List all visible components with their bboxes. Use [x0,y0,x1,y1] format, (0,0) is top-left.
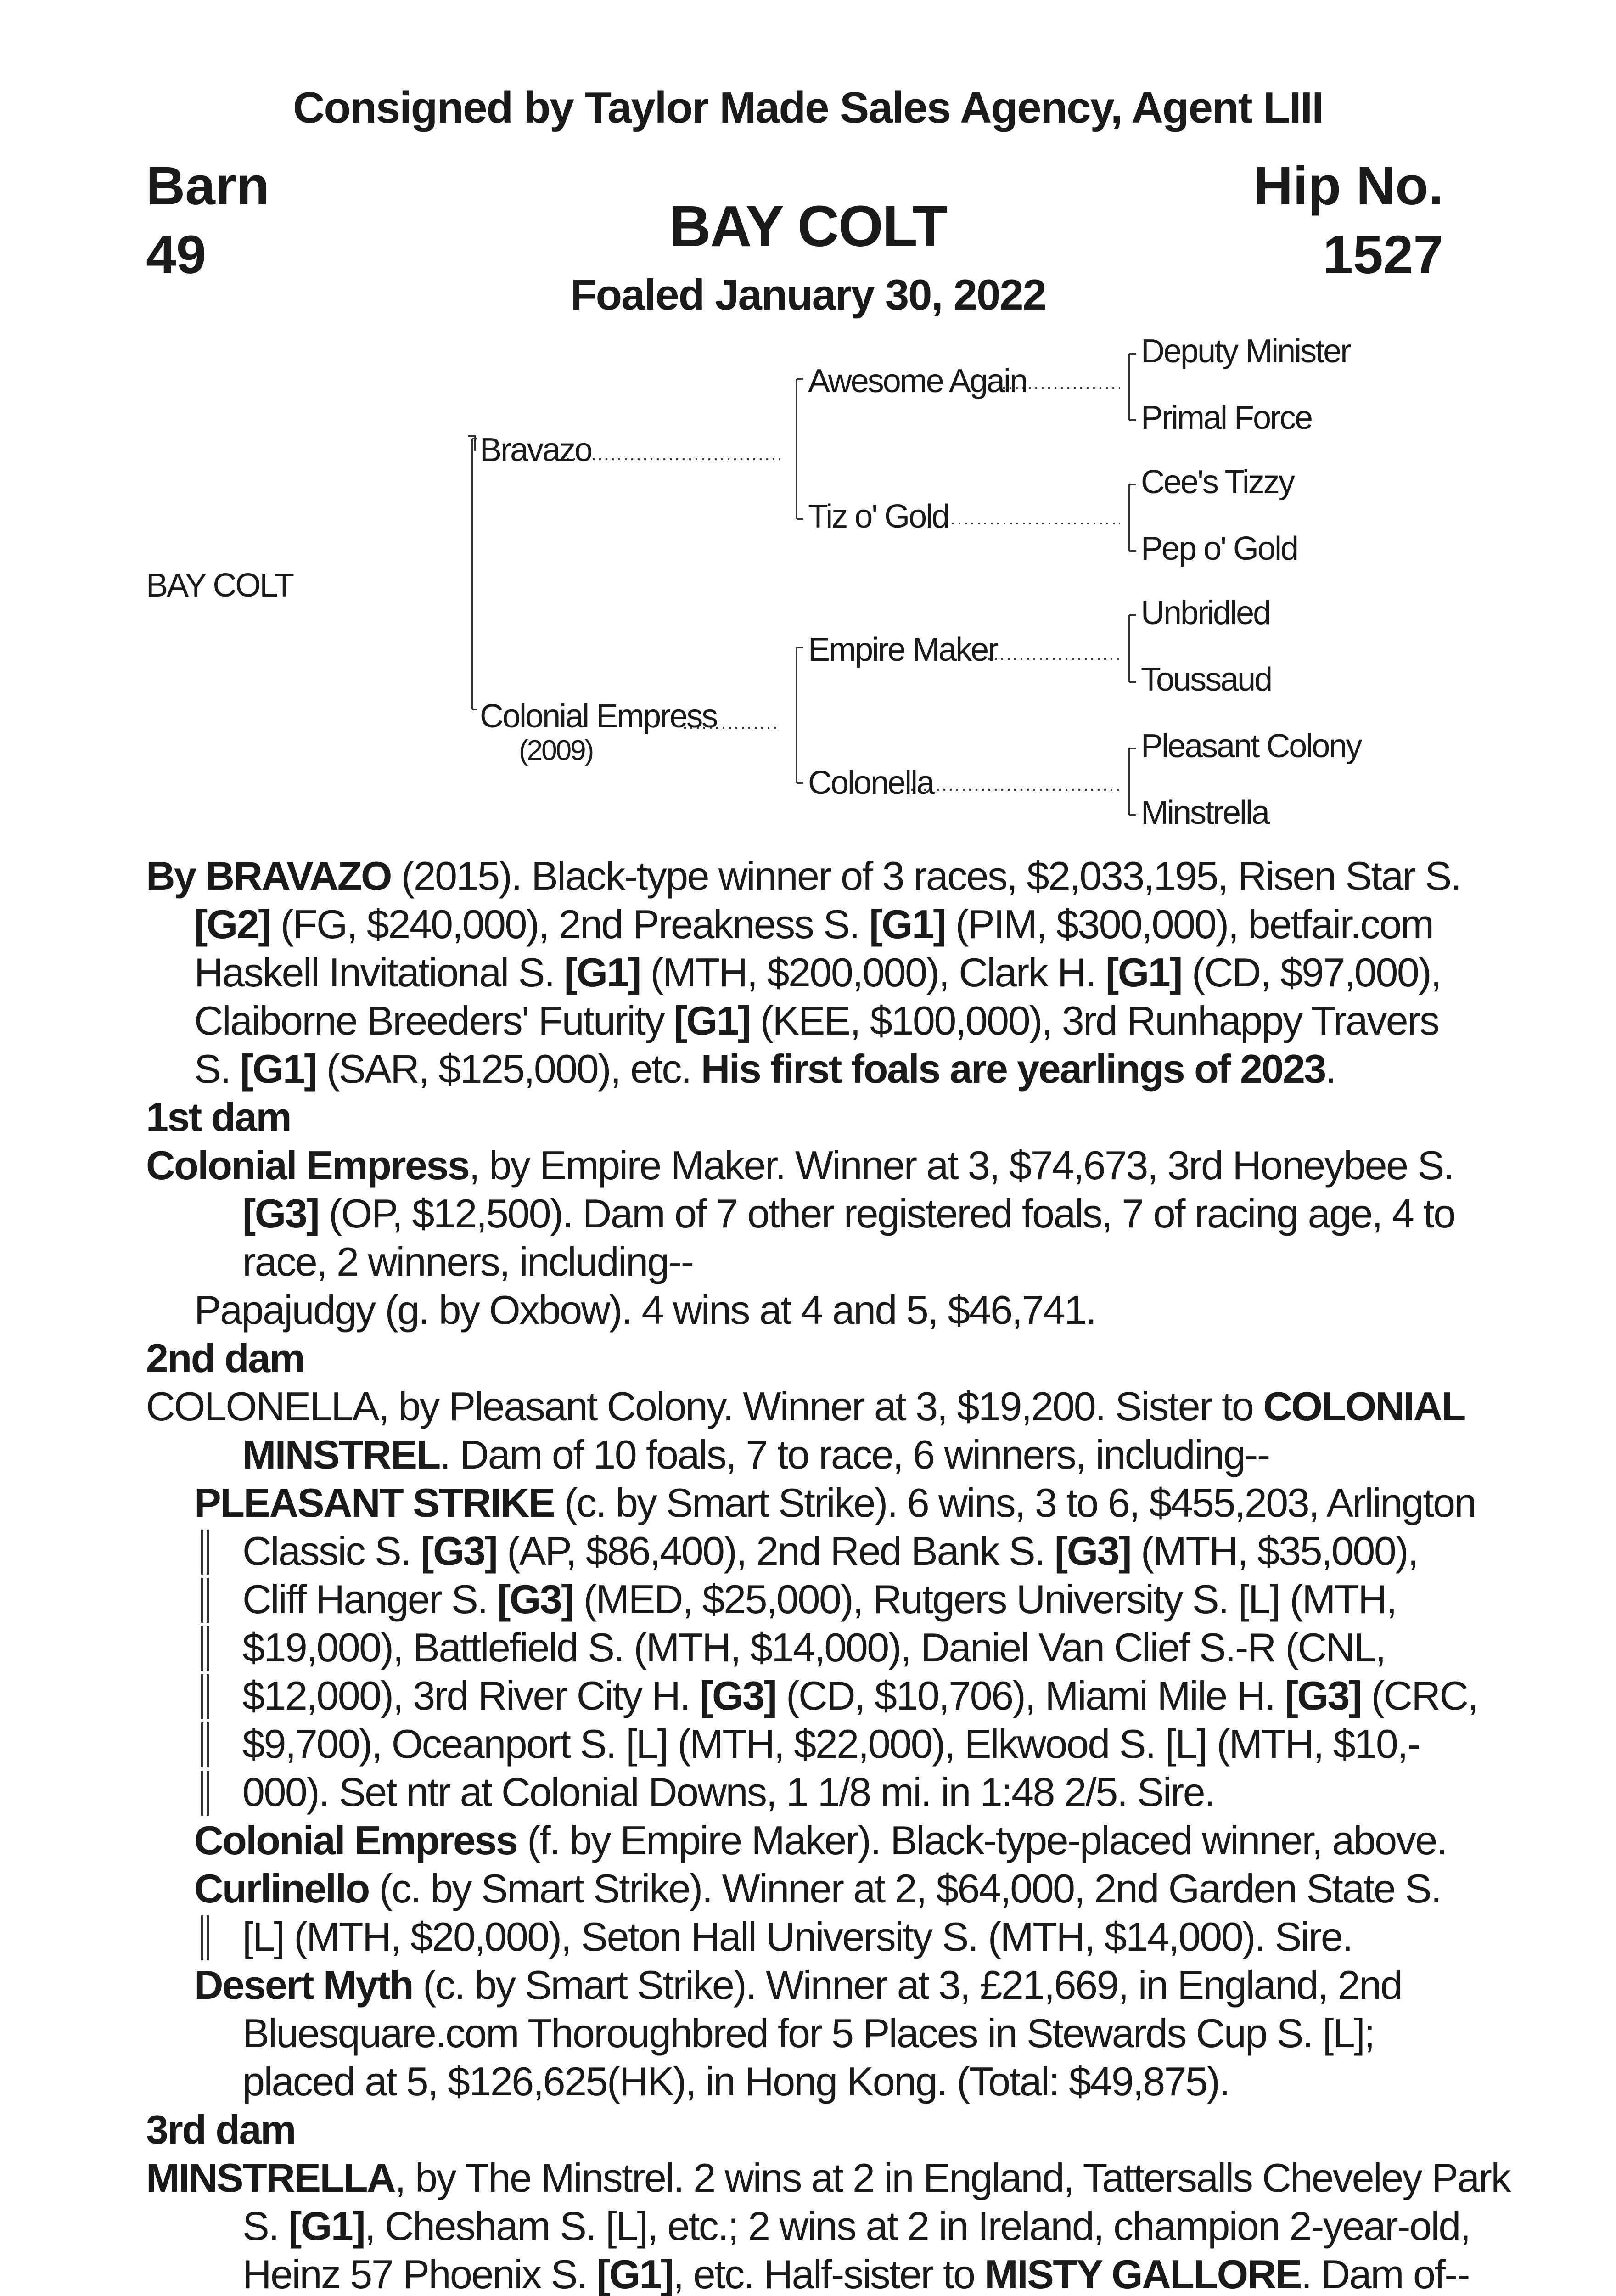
body-line: Papajudgy (g. by Oxbow). 4 wins at 4 and 5, $46,741. [194,1287,1096,1333]
body-line: MINSTRELLA, by The Minstrel. 2 wins at 2 in England, Tattersalls Cheveley Park [146,2155,1510,2200]
pedigree-g3: Cee's Tizzy [1141,464,1294,501]
body-line: race, 2 winners, including-- [242,1239,693,1284]
body-line: S. [G1] (SAR, $125,000), etc. His first foals are yearlings of 2023. [194,1046,1335,1092]
pedigree-g8: Minstrella [1141,794,1269,831]
pedigree-dam: Colonial Empress [480,698,717,735]
pedigree-g4: Pep o' Gold [1141,530,1297,567]
pedigree-g7: Pleasant Colony [1141,728,1361,765]
barn-label: Barn [146,156,269,216]
body-line: Colonial Empress (f. by Empire Maker). Black-type-placed winner, above. [194,1818,1447,1863]
pedigree-sire-sire: Awesome Again [808,363,1027,400]
body-line: Claiborne Breeders' Futurity [G1] (KEE, $100,000), 3rd Runhappy Travers [194,998,1439,1043]
body-line: $19,000), Battlefield S. (MTH, $14,000), Daniel Van Clief S.-R (CNL, [146,1623,1445,1671]
hip-number: 1527 [1323,225,1443,285]
body-line: 000). Set ntr at Colonial Downs, 1 1/8 mi. in 1:48 2/5. Sire. [146,1768,1445,1816]
body-line: Desert Myth (c. by Smart Strike). Winner at 3, £21,669, in England, 2nd [194,1962,1402,2008]
body-line: $9,700), Oceanport S. [L] (MTH, $22,000), Elkwood S. [L] (MTH, $10,- [146,1720,1445,1768]
pedigree-g1: Deputy Minister [1141,333,1350,370]
section-heading: 1st dam [146,1094,291,1140]
body-line: Heinz 57 Phoenix S. [G1], etc. Half-sister to MISTY GALLORE. Dam of-- [242,2251,1469,2296]
body-line: Cliff Hanger S. [G3] (MED, $25,000), Rutgers University S. [L] (MTH, [146,1575,1445,1623]
barn-number: 49 [146,225,207,285]
pedigree-dam-sire: Empire Maker [808,631,998,668]
page-title: BAY COLT [669,194,947,259]
body-line: $12,000), 3rd River City H. [G3] (CD, $10,706), Miami Mile H. [G3] (CRC, [146,1671,1445,1720]
catalog-body [146,852,1510,2296]
body-line: [G3] (OP, $12,500). Dam of 7 other registered foals, 7 of racing age, 4 to [242,1191,1455,1236]
pedigree-sire-dam: Tiz o' Gold [808,498,949,535]
foaled-date: Foaled January 30, 2022 [570,270,1046,319]
section-heading: 2nd dam [146,1335,304,1381]
body-line: COLONELLA, by Pleasant Colony. Winner at 3, $19,200. Sister to COLONIAL [146,1384,1465,1429]
pedigree-g6: Toussaud [1141,661,1272,698]
body-line: PLEASANT STRIKE (c. by Smart Strike). 6 wins, 3 to 6, $455,203, Arlington [194,1480,1476,1525]
pedigree-g5: Unbridled [1141,595,1270,631]
hip-label: Hip No. [1254,156,1443,216]
body-line: Colonial Empress, by Empire Maker. Winner at 3, $74,673, 3rd Honeybee S. [146,1142,1453,1188]
body-line: Classic S. [G3] (AP, $86,400), 2nd Red Bank S. [G3] (MTH, $35,000), [146,1527,1445,1575]
body-line: Bluesquare.com Thoroughbred for 5 Places in Stewards Cup S. [L]; [242,2010,1375,2056]
pedigree-g2: Primal Force [1141,400,1312,436]
consignor-line: Consigned by Taylor Made Sales Agency, Agent LIII [293,83,1323,132]
pedigree-brackets [0,0,1616,850]
pedigree-dam-dam: Colonella [808,765,934,801]
body-line: [L] (MTH, $20,000), Seton Hall University S. (MTH, $14,000). Sire. [146,1913,1445,1961]
body-line: By BRAVAZO (2015). Black-type winner of 3 races, $2,033,195, Risen Star S. [146,853,1461,899]
section-heading: 3rd dam [146,2107,295,2152]
body-line: Haskell Invitational S. [G1] (MTH, $200,000), Clark H. [G1] (CD, $97,000), [194,950,1441,995]
body-line: Curlinello (c. by Smart Strike). Winner at 2, $64,000, 2nd Garden State S. [194,1866,1441,1911]
pedigree-subject: BAY COLT [146,567,293,604]
pedigree-sire: Bravazo [480,432,592,468]
body-line: [G2] (FG, $240,000), 2nd Preakness S. [G1] (PIM, $300,000), betfair.com [194,901,1433,947]
body-line: placed at 5, $126,625(HK), in Hong Kong. (Total: $49,875). [242,2059,1229,2104]
pedigree-dam-year: (2009) [519,735,593,766]
body-line: S. [G1], Chesham S. [L], etc.; 2 wins at 2 in Ireland, champion 2-year-old, [242,2203,1470,2249]
body-line: MINSTREL. Dam of 10 foals, 7 to race, 6 winners, including-- [242,1432,1269,1477]
